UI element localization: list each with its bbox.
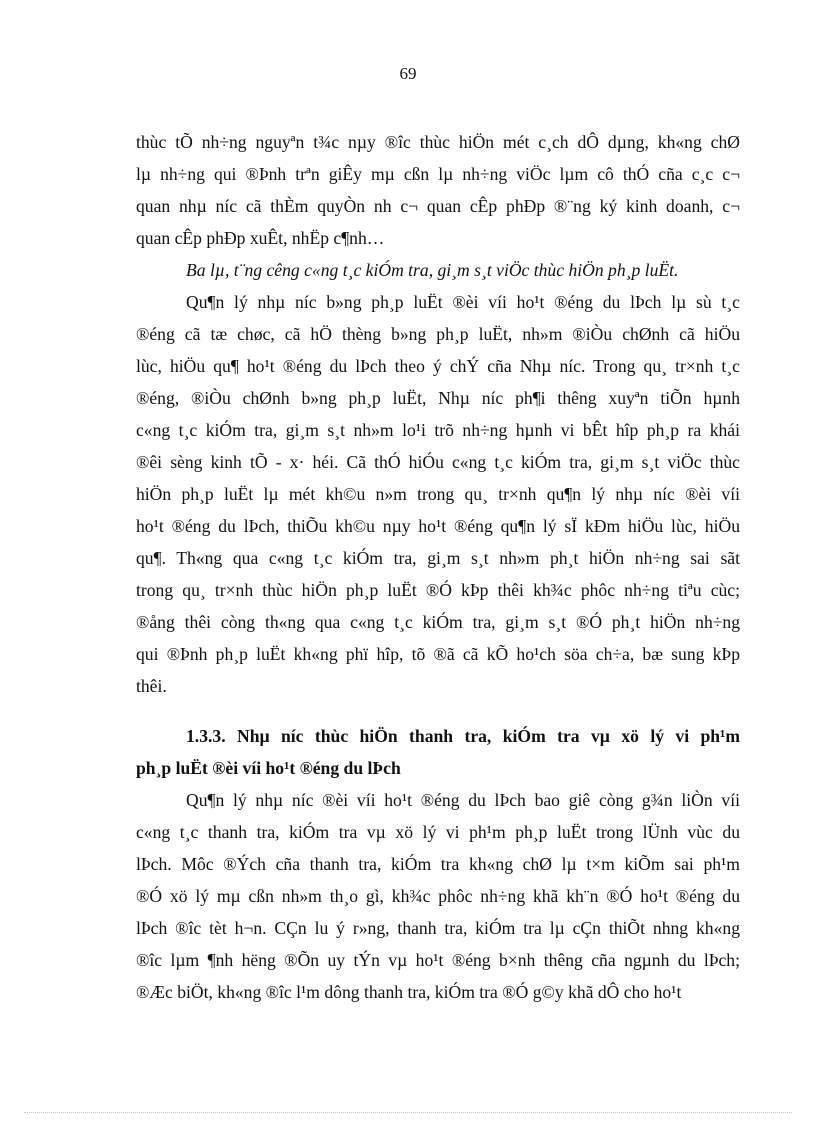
text-line: lµ nh÷ng qui ®Þnh trªn giÊy mµ cßn lµ nh÷ng viÖc lµm cô thÓ cña c¸c c¬ bbox=[136, 164, 740, 184]
text-line: 1.3.3. Nhµ níc thùc hiÖn thanh tra, kiÓm tra vµ xö lý vi ph¹m bbox=[186, 726, 740, 746]
body-paragraph bbox=[136, 286, 740, 702]
text-line: Qu¶n lý nhµ níc b»ng ph¸p luËt ®èi víi ho¹t ®éng du lÞch lµ sù t¸c bbox=[186, 292, 740, 312]
body-paragraph bbox=[136, 126, 740, 254]
document-body bbox=[136, 126, 740, 1008]
text-line: ®êi sèng kinh tÕ - x· héi. Cã thÓ hiÓu c«ng t¸c kiÓm tra, gi¸m s¸t viÖc thùc bbox=[136, 452, 740, 472]
text-line: thùc tÕ nh÷ng nguyªn t¾c nµy ®îc thùc hiÖn mét c¸ch dÔ dµng, kh«ng chØ bbox=[136, 132, 740, 152]
italic-paragraph bbox=[136, 254, 740, 286]
text-line: trong qu¸ tr×nh thùc hiÖn ph¸p luËt ®Ó kÞp thêi kh¾c phôc nh÷ng tiªu cùc; bbox=[136, 580, 740, 600]
page-number: 69 bbox=[399, 64, 417, 83]
text-line: lÞch ®îc tèt h¬n. CÇn lu ý r»ng, thanh tra, kiÓm tra lµ cÇn thiÕt nhng kh«ng bbox=[136, 918, 740, 938]
text-line: hiÖn ph¸p luËt lµ mét kh©u n»m trong qu¸ tr×nh qu¶n lý nhµ níc ®èi víi bbox=[136, 484, 740, 504]
text-line: ph¸p luËt ®èi víi ho¹t ®éng du lÞch bbox=[136, 758, 401, 778]
text-line: ho¹t ®éng du lÞch, thiÕu kh©u nµy ho¹t ®éng qu¶n lý sÏ kÐm hiÖu lùc, hiÖu bbox=[136, 516, 740, 536]
text-line: qui ®Þnh ph¸p luËt kh«ng phï hîp, tõ ®ã cã kÕ ho¹ch söa ch÷a, bæ sung kÞp bbox=[136, 644, 740, 664]
text-line: c«ng t¸c kiÓm tra, gi¸m s¸t nh»m lo¹i trõ nh÷ng hµnh vi bÊt hîp ph¸p ra khái bbox=[136, 420, 740, 440]
text-line: quan cÊp phÐp xuÊt, nhËp c¶nh… bbox=[136, 228, 385, 248]
section-heading bbox=[136, 720, 740, 784]
text-line: ®Ó xö lý mµ cßn nh»m th¸o gì, kh¾c phôc nh÷ng khã kh¨n ®Ó ho¹t ®éng du bbox=[136, 886, 740, 906]
text-line: ®ång thêi còng th«ng qua c«ng t¸c kiÓm tra, gi¸m s¸t ®Ó ph¸t hiÖn nh÷ng bbox=[136, 612, 740, 632]
body-paragraph bbox=[136, 784, 740, 1008]
text-line: ®éng, ®iÒu chØnh b»ng ph¸p luËt, Nhµ níc ph¶i thêng xuyªn tiÕn hµnh bbox=[136, 388, 740, 408]
text-line: c«ng t¸c thanh tra, kiÓm tra vµ xö lý vi ph¹m ph¸p luËt trong lÜnh vùc du bbox=[136, 822, 740, 842]
text-line: ®Æc biÖt, kh«ng ®îc l¹m dông thanh tra, kiÓm tra ®Ó g©y khã dÔ cho ho¹t bbox=[136, 982, 682, 1002]
text-line: thêi. bbox=[136, 676, 167, 696]
text-line: lùc, hiÖu qu¶ ho¹t ®éng du lÞch theo ý chÝ cña Nhµ níc. Trong qu¸ tr×nh t¸c bbox=[136, 356, 740, 376]
text-line: ®éng cã tæ chøc, cã hÖ thèng b»ng ph¸p luËt, nh»m ®iÒu chØnh cã hiÖu bbox=[136, 324, 740, 344]
text-line: quan nhµ níc cã thÈm quyÒn nh c¬ quan cÊp phÐp ®¨ng ký kinh doanh, c¬ bbox=[136, 196, 740, 216]
page-bottom-border bbox=[24, 1112, 792, 1113]
text-line: ®îc lµm ¶nh hëng ®Õn uy tÝn vµ ho¹t ®éng b×nh thêng cña ngµnh du lÞch; bbox=[136, 950, 740, 970]
text-line: lÞch. Môc ®Ých cña thanh tra, kiÓm tra kh«ng chØ lµ t×m kiÕm sai ph¹m bbox=[136, 854, 740, 874]
text-line: qu¶. Th«ng qua c«ng t¸c kiÓm tra, gi¸m s¸t nh»m ph¸t hiÖn nh÷ng sai sãt bbox=[136, 548, 740, 568]
text-line: Ba lµ, t¨ng cêng c«ng t¸c kiÓm tra, gi¸m s¸t viÖc thùc hiÖn ph¸p luËt. bbox=[186, 260, 679, 280]
text-line: Qu¶n lý nhµ níc ®èi víi ho¹t ®éng du lÞch bao giê còng g¾n liÒn víi bbox=[186, 790, 740, 810]
